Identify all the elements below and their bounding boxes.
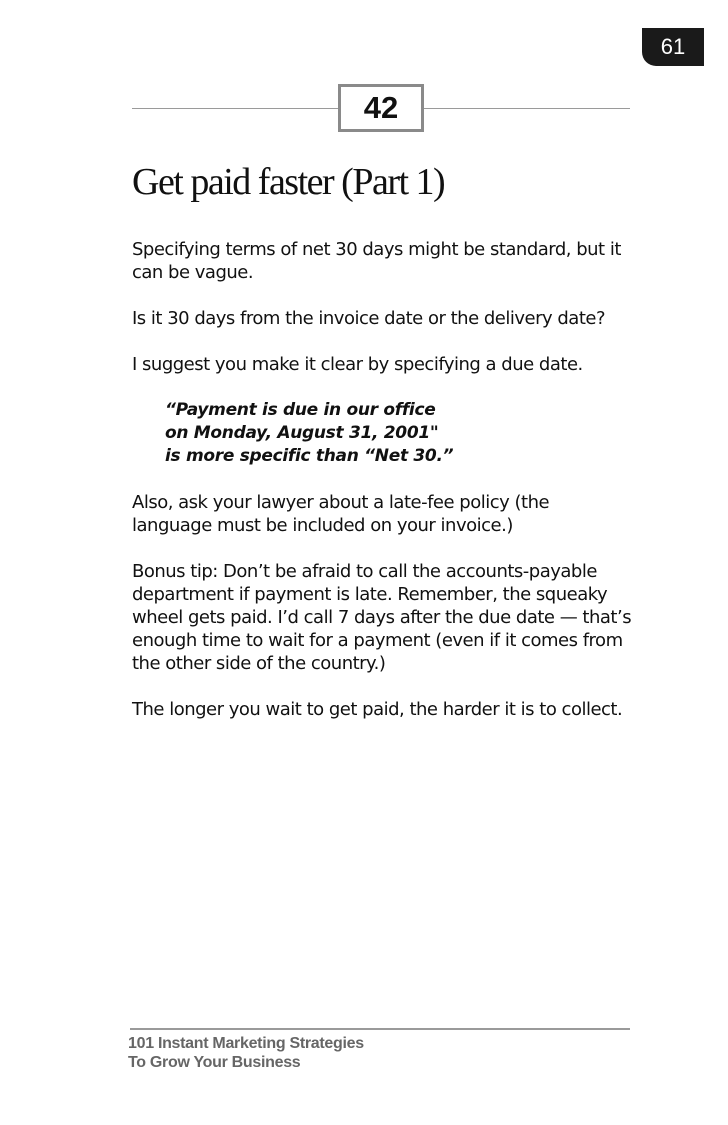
footer-rule (130, 1028, 630, 1030)
page-number: 61 (660, 34, 686, 59)
page-title: Get paid faster (Part 1) (132, 161, 445, 203)
page-number-tab (642, 28, 704, 66)
paragraph: Also, ask your lawyer about a late-fee policy (the language must be included on your invoice.) (132, 492, 550, 536)
footer-line: 101 Instant Marketing Strategies (128, 1035, 364, 1052)
book-title-footer (128, 1034, 364, 1072)
quote-line: is more specific than “Net 30.” (165, 446, 454, 466)
tip-number-box (338, 84, 424, 132)
quote-line: “Payment is due in our office (165, 400, 436, 420)
tip-number: 42 (363, 90, 399, 125)
header-rule-right (424, 108, 630, 109)
body-text (132, 238, 632, 744)
paragraph: Is it 30 days from the invoice date or the delivery date? (132, 308, 606, 329)
header-rule-left (132, 108, 338, 109)
example-quote (165, 399, 632, 468)
paragraph: Specifying terms of net 30 days might be standard, but it can be vague. (132, 239, 621, 283)
paragraph: I suggest you make it clear by specifying a due date. (132, 354, 583, 375)
paragraph: The longer you wait to get paid, the harder it is to collect. (132, 699, 623, 720)
quote-line: on Monday, August 31, 2001" (165, 423, 439, 443)
paragraph: Bonus tip: Don’t be afraid to call the accounts-payable department if payment is late. Remember, the squeaky wheel gets paid. I’d call 7 days after the due date — that’s enough time to wait for a payment (even if it comes from the other side of the country.) (132, 561, 632, 674)
footer-line: To Grow Your Business (128, 1054, 301, 1071)
